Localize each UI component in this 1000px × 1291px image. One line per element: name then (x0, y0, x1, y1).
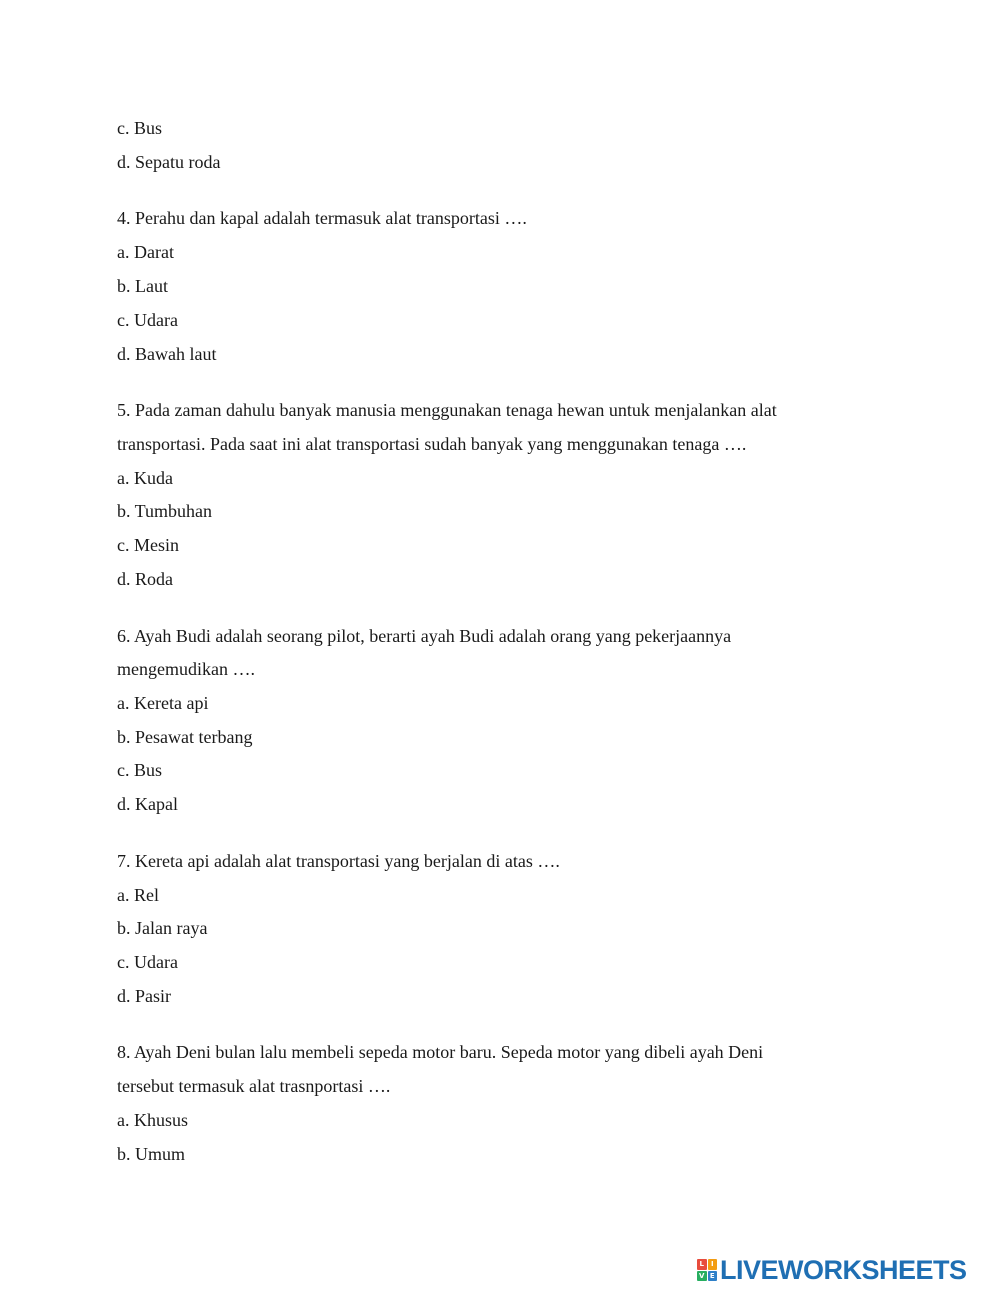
answer-option: d. Bawah laut (117, 344, 217, 364)
question-text: transportasi. Pada saat ini alat transportasi sudah banyak yang menggunakan tenaga …. (117, 434, 747, 454)
answer-option: a. Kuda (117, 468, 173, 488)
question-text: 5. Pada zaman dahulu banyak manusia menggunakan tenaga hewan untuk menjalankan alat (117, 400, 777, 420)
logo-mark-letter: V (697, 1271, 707, 1282)
answer-option: c. Udara (117, 952, 178, 972)
answer-option: c. Udara (117, 310, 178, 330)
answer-option: d. Kapal (117, 794, 178, 814)
answer-option: b. Umum (117, 1144, 186, 1164)
answer-option: c. Bus (117, 760, 162, 780)
answer-option: a. Kereta api (117, 693, 209, 713)
answer-option: d. Sepatu roda (117, 152, 221, 172)
answer-option: c. Bus (117, 118, 162, 138)
question-text: 6. Ayah Budi adalah seorang pilot, berarti ayah Budi adalah orang yang pekerjaannya (117, 626, 732, 646)
logo-mark-icon (697, 1259, 717, 1281)
question-text: mengemudikan …. (117, 659, 255, 679)
logo-mark-letter: I (708, 1259, 718, 1270)
answer-option: b. Jalan raya (117, 918, 208, 938)
answer-option: b. Laut (117, 276, 168, 296)
logo-text: LIVEWORKSHEETS (720, 1255, 967, 1285)
answer-option: a. Rel (117, 885, 159, 905)
logo-mark-letter: E (708, 1271, 718, 1282)
question-text: 7. Kereta api adalah alat transportasi yang berjalan di atas …. (117, 851, 560, 871)
logo-mark-letter: L (697, 1259, 707, 1270)
question-text: 8. Ayah Deni bulan lalu membeli sepeda motor baru. Sepeda motor yang dibeli ayah Deni (117, 1042, 764, 1062)
answer-option: c. Mesin (117, 535, 179, 555)
question-text: tersebut termasuk alat trasnportasi …. (117, 1076, 391, 1096)
answer-option: b. Pesawat terbang (117, 727, 253, 747)
answer-option: a. Darat (117, 242, 174, 262)
answer-option: d. Pasir (117, 986, 171, 1006)
answer-option: b. Tumbuhan (117, 501, 213, 521)
question-text: 4. Perahu dan kapal adalah termasuk alat transportasi …. (117, 208, 527, 228)
liveworksheets-logo (697, 1256, 997, 1284)
answer-option: a. Khusus (117, 1110, 188, 1130)
answer-option: d. Roda (117, 569, 173, 589)
